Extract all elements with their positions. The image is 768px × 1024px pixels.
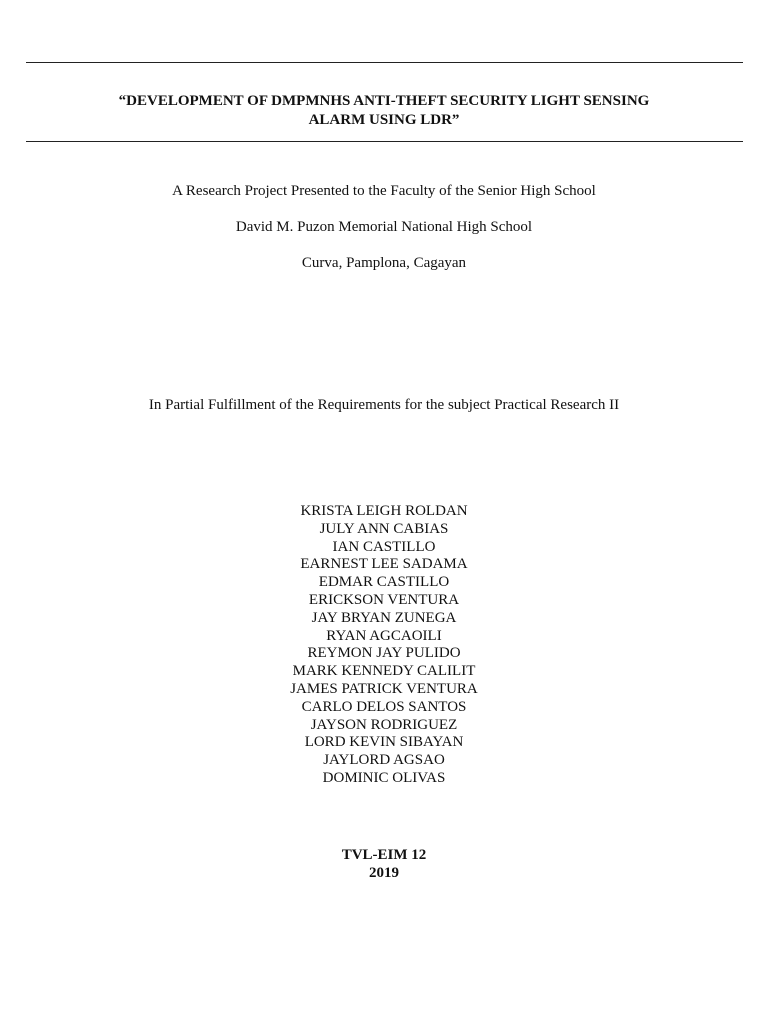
school-location: Curva, Pamplona, Cagayan — [301, 255, 467, 271]
presented-to-text: A Research Project Presented to the Faculty of the Senior High School — [172, 183, 596, 199]
author-name: LORD KEVIN SIBAYAN — [304, 734, 464, 751]
author-name: KRISTA LEIGH ROLDAN — [300, 503, 468, 519]
author-list — [0, 503, 768, 788]
bottom-divider — [26, 141, 743, 142]
author-name: JAYLORD AGSAO — [323, 752, 445, 769]
author-name: EARNEST LEE SADAMA — [300, 556, 468, 573]
top-divider — [26, 62, 743, 63]
author-name: ERICKSON VENTURA — [308, 591, 460, 608]
author-name: RYAN AGCAOILI — [326, 627, 442, 644]
author-name: CARLO DELOS SANTOS — [301, 698, 467, 715]
author-name: REYMON JAY PULIDO — [307, 645, 461, 662]
author-name: JULY ANN CABIAS — [319, 520, 449, 537]
author-name: IAN CASTILLO — [332, 538, 436, 555]
author-name: DOMINIC OLIVAS — [322, 769, 446, 786]
school-name: David M. Puzon Memorial National High School — [235, 219, 533, 235]
document-title — [0, 92, 768, 130]
footer-block — [0, 846, 768, 882]
author-name: EDMAR CASTILLO — [318, 574, 450, 591]
author-name: JAMES PATRICK VENTURA — [290, 680, 478, 697]
title-line-1: “DEVELOPMENT OF DMPMNHS ANTI-THEFT SECURITY LIGHT SENSING — [118, 93, 650, 109]
year-label: 2019 — [369, 865, 399, 881]
strand-label: TVL-EIM 12 — [341, 847, 427, 863]
author-name: MARK KENNEDY CALILIT — [292, 663, 476, 680]
title-line-2: ALARM USING LDR” — [308, 112, 460, 128]
fulfillment-text: In Partial Fulfillment of the Requirements for the subject Practical Research II — [148, 397, 620, 413]
author-name: JAYSON RODRIGUEZ — [310, 716, 458, 733]
author-name: JAY BRYAN ZUNEGA — [311, 609, 457, 626]
